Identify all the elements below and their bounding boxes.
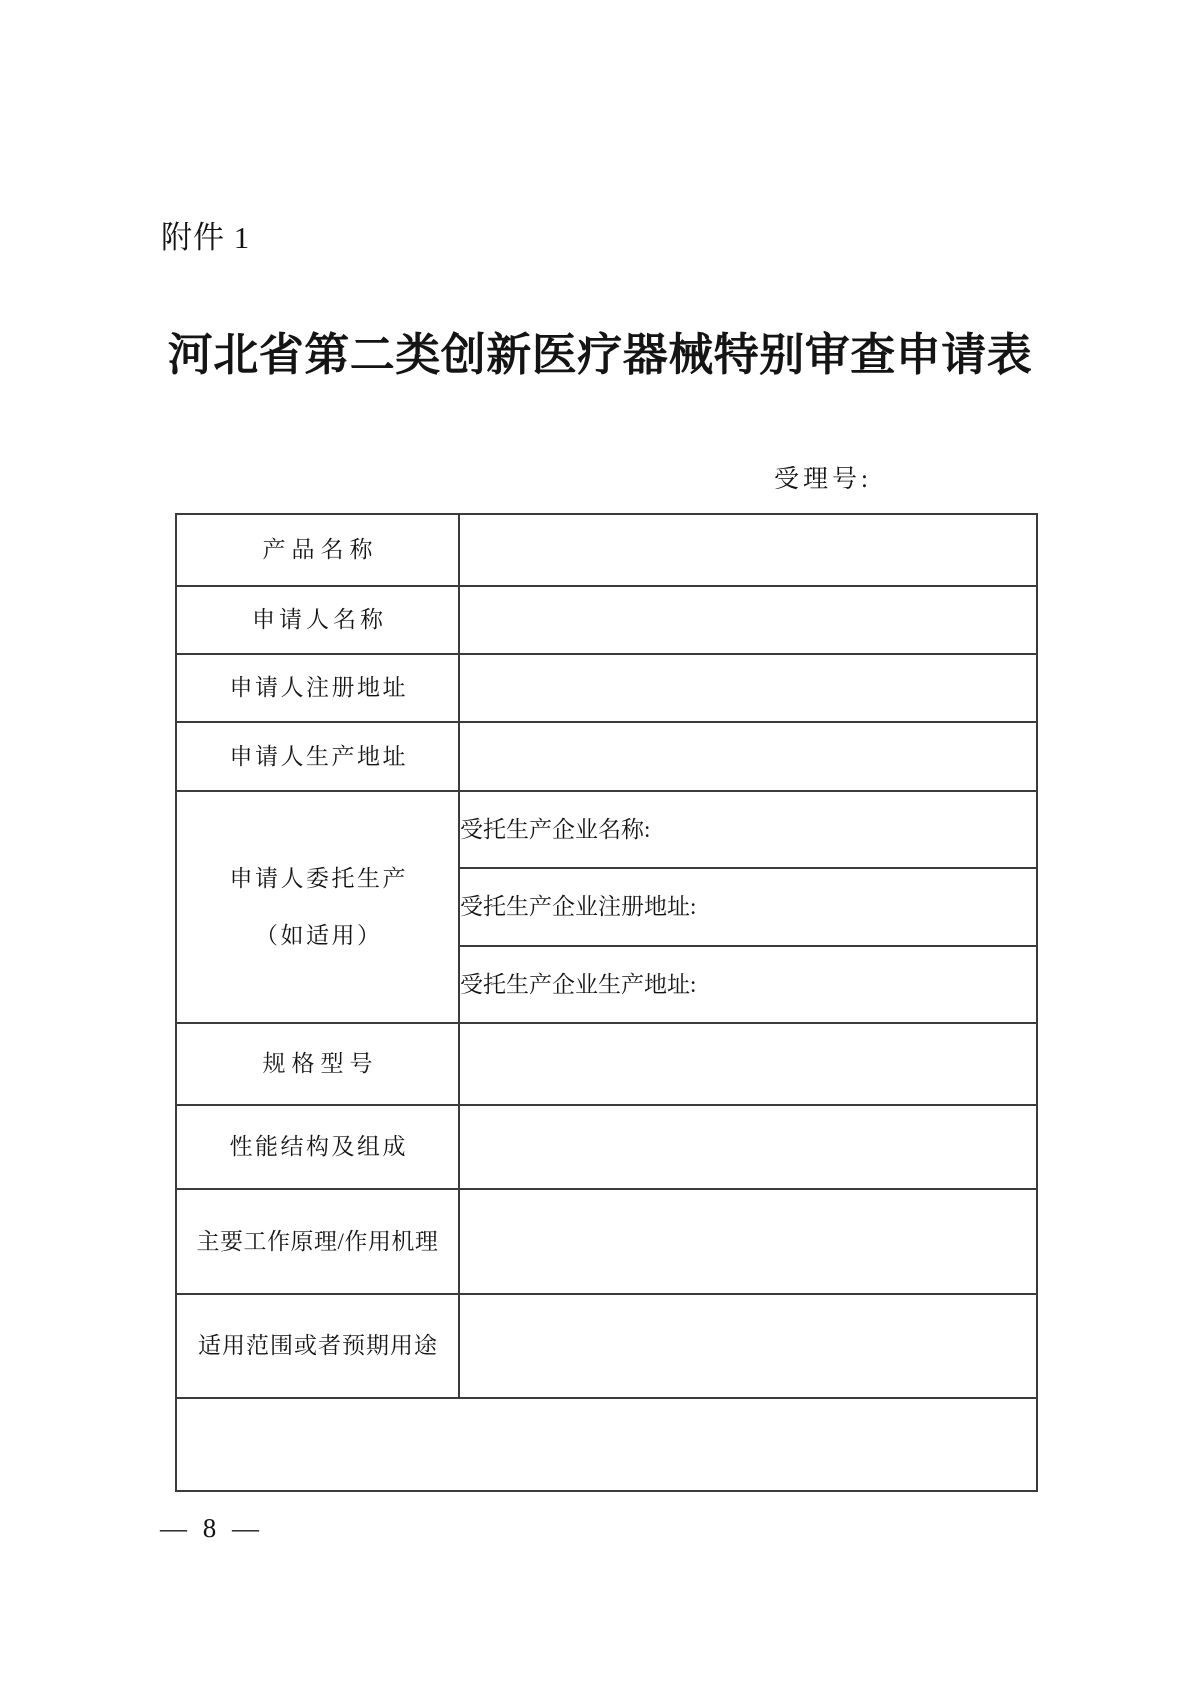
- value-cell-spec-model: [459, 1023, 1037, 1105]
- table-row-applicant-production-address: [176, 722, 1037, 791]
- attachment-label: 附件 1: [161, 220, 251, 255]
- table-row-working-principle: [176, 1189, 1037, 1294]
- row-label-spec-model: 规格型号: [176, 1023, 459, 1105]
- acceptance-number-label: 受理号:: [774, 466, 872, 493]
- value-cell-working-principle: [459, 1189, 1037, 1294]
- value-cell-intended-use: [459, 1294, 1037, 1398]
- value-cell-performance-structure: [459, 1105, 1037, 1189]
- table-row-product-name: [176, 514, 1037, 586]
- table-row-entrusted-production-name: [176, 791, 1037, 868]
- value-cell-applicant-production-address: [459, 722, 1037, 791]
- application-form-table: [175, 513, 1038, 1492]
- row-label-product-name: 产品名称: [176, 514, 459, 586]
- empty-full-width-cell: [176, 1398, 1037, 1491]
- row-label-entrusted-production: 申请人委托生产 （如适用）: [176, 791, 459, 1023]
- row-label-performance-structure: 性能结构及组成: [176, 1105, 459, 1189]
- value-cell-applicant-name: [459, 586, 1037, 654]
- row-label-working-principle: 主要工作原理/作用机理: [176, 1189, 459, 1294]
- row-label-applicant-registered-address: 申请人注册地址: [176, 654, 459, 722]
- sub-cell-entrusted-production-address: 受托生产企业生产地址:: [459, 946, 1037, 1023]
- table-row-performance-structure: [176, 1105, 1037, 1189]
- table-row-empty: [176, 1398, 1037, 1491]
- document-title: 河北省第二类创新医疗器械特别审查申请表: [167, 330, 1033, 380]
- table-row-spec-model: [176, 1023, 1037, 1105]
- page-number: — 8 —: [160, 1513, 259, 1543]
- row-label-applicant-name: 申请人名称: [176, 586, 459, 654]
- value-cell-product-name: [459, 514, 1037, 586]
- value-cell-applicant-registered-address: [459, 654, 1037, 722]
- sub-cell-entrusted-registered-address: 受托生产企业注册地址:: [459, 868, 1037, 946]
- table-row-applicant-name: [176, 586, 1037, 654]
- row-label-applicant-production-address: 申请人生产地址: [176, 722, 459, 791]
- table-row-intended-use: [176, 1294, 1037, 1398]
- table-row-applicant-registered-address: [176, 654, 1037, 722]
- row-label-intended-use: 适用范围或者预期用途: [176, 1294, 459, 1398]
- sub-cell-entrusted-enterprise-name: 受托生产企业名称:: [459, 791, 1037, 868]
